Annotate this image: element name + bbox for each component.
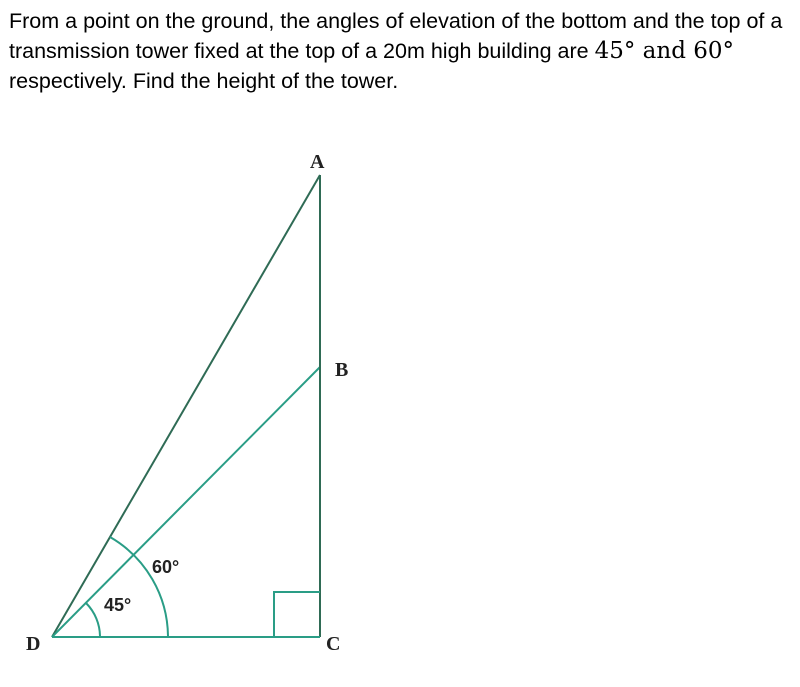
question-text-after: respectively. Find the height of the tower. xyxy=(9,69,399,93)
question-text-before: From a point on the ground, the angles of elevation of the bottom and the top of a transmission tower fixed at the top of a 20m high building are xyxy=(9,9,783,63)
right-angle-mark xyxy=(274,592,320,637)
line-DA xyxy=(52,175,320,637)
label-A: A xyxy=(310,151,325,173)
label-B: B xyxy=(335,359,349,381)
arc-60 xyxy=(110,537,168,637)
question-math-angles: 45° and 60° xyxy=(594,38,735,64)
label-D: D xyxy=(26,633,41,655)
angle-label-60: 60° xyxy=(152,557,180,577)
label-C: C xyxy=(326,633,341,655)
arc-45 xyxy=(86,603,100,637)
angle-label-45: 45° xyxy=(104,595,132,615)
